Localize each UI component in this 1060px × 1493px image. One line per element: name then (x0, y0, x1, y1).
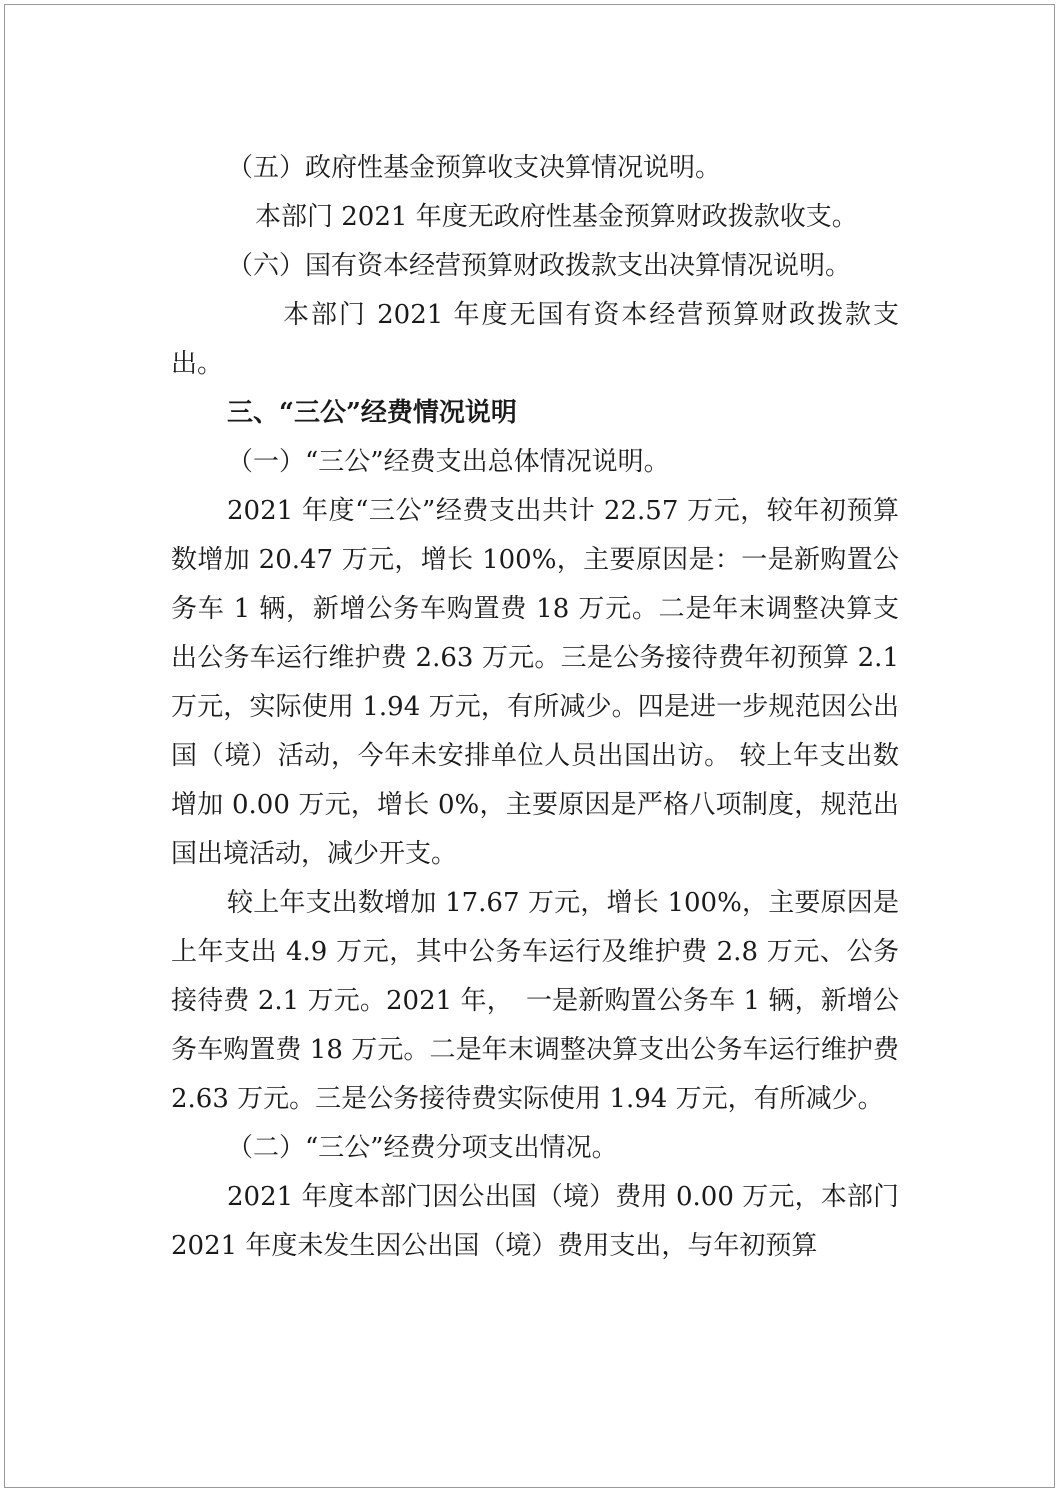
subsection-heading-1: （一）“三公”经费支出总体情况说明。 (227, 447, 670, 477)
subsection-heading-2: （二）“三公”经费分项支出情况。 (227, 1133, 618, 1163)
document-page (4, 4, 1055, 1488)
paragraph-state-capital: 本部门 2021 年度无国有资本经营预算财政拨款支出。 (171, 300, 899, 379)
section-heading-6: （六）国有资本经营预算财政拨款支出决算情况说明。 (227, 251, 852, 281)
chapter-heading-three-public: 三、“三公”经费情况说明 (227, 398, 517, 428)
paragraph-overall-expenditure: 2021 年度“三公”经费支出共计 22.57 万元，较年初预算数增加 20.47 万元，增长 100%，主要原因是：一是新购置公务车 1 辆，新增公务车购置费 18 万元。二是年末调整决算支出公务车运行维护费 2.63 万元。三是公务接待费年初预算 2.1 万元，实际使用 1.94 万元，有所减少。四是进一步规范因公出国（境）活动，今年未安排单位人员出国出访。 较上年支出数增加 0.00 万元，增长 0%，主要原因是严格八项制度，规范出国出境活动，减少开支。 (171, 496, 899, 869)
paragraph-government-fund: 本部门 2021 年度无政府性基金预算财政拨款收支。 (255, 202, 858, 232)
section-heading-5: （五）政府性基金预算收支决算情况说明。 (227, 153, 722, 183)
paragraph-overseas-travel: 2021 年度本部门因公出国（境）费用 0.00 万元，本部门 2021 年度未发生因公出国（境）费用支出，与年初预算 (171, 1182, 899, 1261)
paragraph-year-comparison: 较上年支出数增加 17.67 万元，增长 100%，主要原因是上年支出 4.9 万元，其中公务车运行及维护费 2.8 万元、公务接待费 2.1 万元。2021 年， 一是新购置公务车 1 辆，新增公务车购置费 18 万元。二是年末调整决算支出公务车运行维护费 2.63 万元。三是公务接待费实际使用 1.94 万元，有所减少。 (171, 888, 899, 1114)
document-body (171, 144, 899, 1271)
